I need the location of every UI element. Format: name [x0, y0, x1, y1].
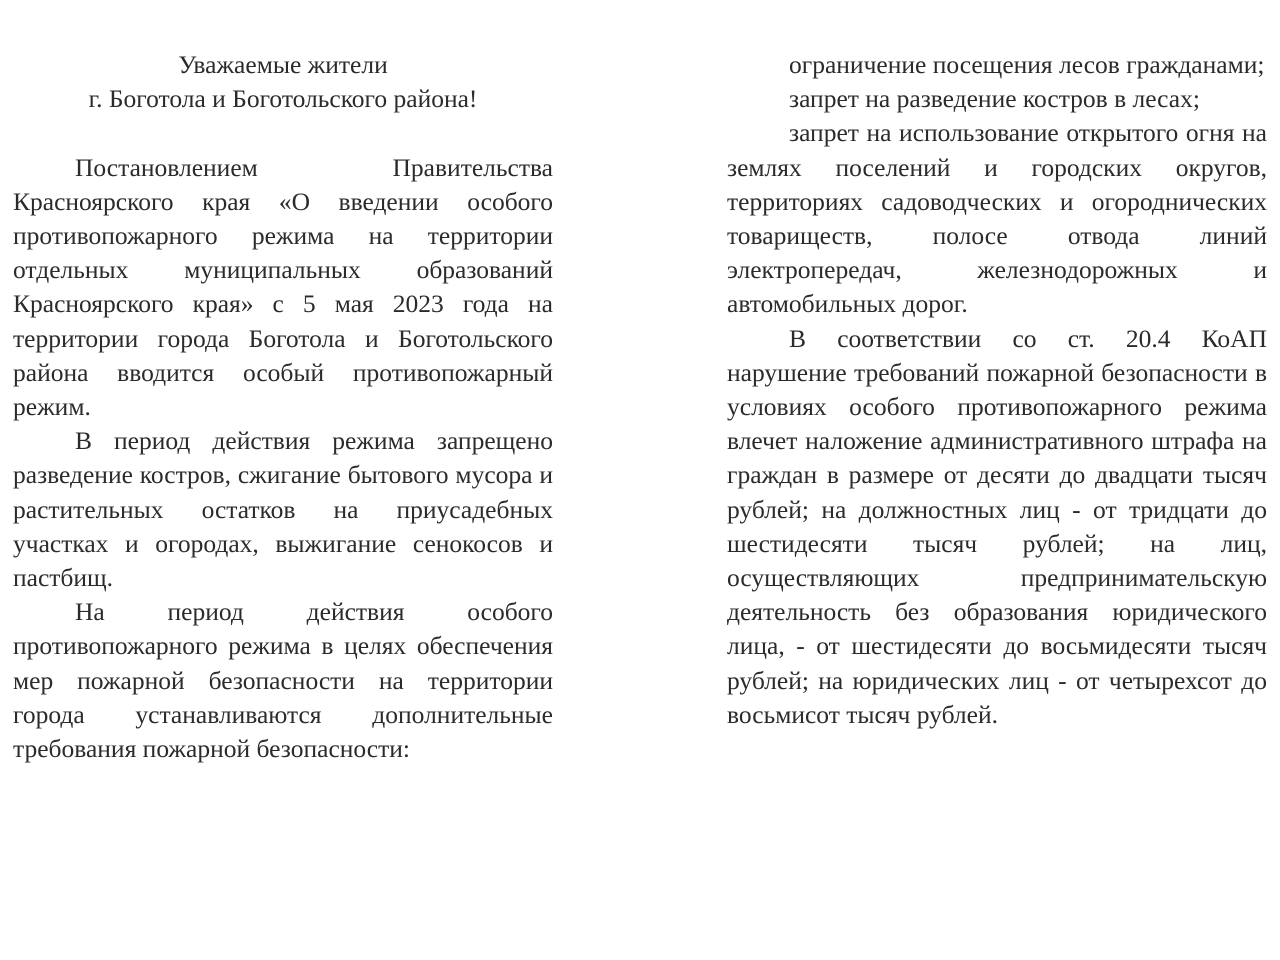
- left-column: [13, 48, 553, 766]
- paragraph-prohibitions: В период действия режима запрещено разведение костров, сжигание бытового мусора и растительных остатков на приусадебных участках и огородах, выжигание сенокосов и пастбищ.: [13, 426, 553, 593]
- paragraph-resolution: Постановлением Правительства Красноярского края «О введении особого противопожарного режима на территории отдельных муниципальных образований Красноярского края» с 5 мая 2023 года на территории города Боготола и Боготольского района вводится особый противопожарный режим.: [13, 152, 553, 422]
- paragraph-requirements-intro: На период действия особого противопожарного режима в целях обеспечения мер пожарной безопасности на территории города устанавливаются дополнительные требования пожарной безопасности:: [13, 597, 553, 764]
- heading-line-2: г. Боготола и Боготольского района!: [88, 84, 478, 114]
- heading-spacer: [13, 116, 553, 150]
- paragraph-forest-visit-restriction: ограничение посещения лесов гражданами;: [789, 50, 1265, 79]
- paragraph-open-fire-ban: запрет на использование открытого огня на землях поселений и городских округов, территориях садоводческих и огороднических товариществ, полосе отвода линий электропередач, железнодорожных и автомобильных дорог.: [727, 118, 1267, 319]
- right-column: [727, 48, 1267, 732]
- paragraph-forest-fire-ban: запрет на разведение костров в лесах;: [789, 84, 1200, 114]
- paragraph-penalties: В соответствии со ст. 20.4 КоАП нарушение требований пожарной безопасности в условиях особого противопожарного режима влечет наложение административного штрафа на граждан в размере от десяти до двадцати тысяч рублей; на должностных лиц - от тридцати до шестидесяти тысяч рублей; на лиц, осуществляющих предпринимательскую деятельность без образования юридического лица, - от шестидесяти до восьмидесяти тысяч рублей; на юридических лиц - от четырехсот до восьмисот тысяч рублей.: [727, 323, 1267, 729]
- document-heading: [13, 48, 553, 116]
- heading-line-1: Уважаемые жители: [178, 50, 388, 79]
